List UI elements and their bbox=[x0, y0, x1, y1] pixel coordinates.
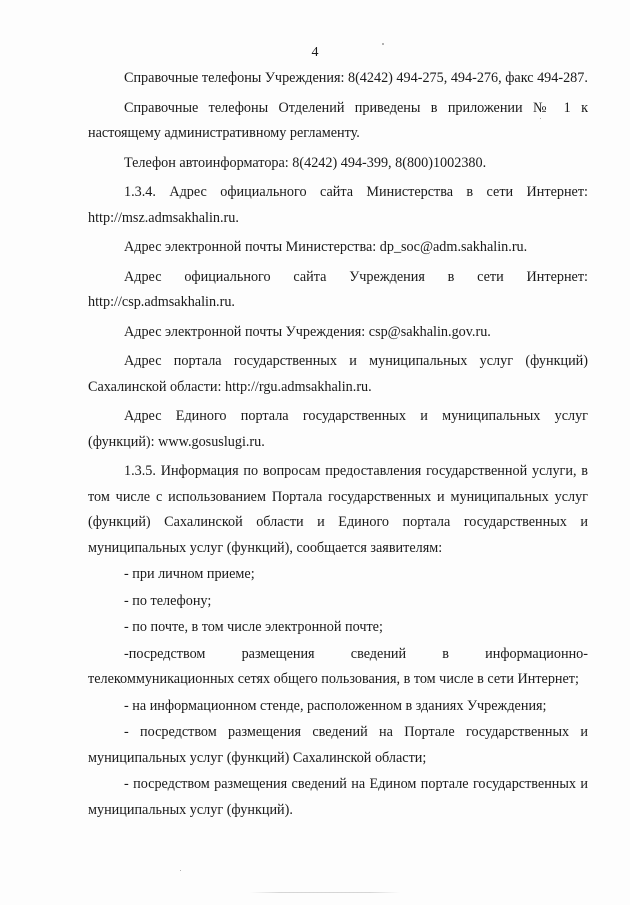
paragraph-institution-email: Адрес электронной почты Учреждения: csp@sakhalin.gov.ru. bbox=[124, 323, 491, 340]
scan-speck bbox=[540, 118, 541, 119]
paragraph-reference-phones: Справочные телефоны Учреждения: 8(4242) 494-275, 494-276, факс 494-287. bbox=[124, 70, 588, 86]
list-item-info-stand: - на информационном стенде, расположенном в зданиях Учреждения; bbox=[124, 697, 547, 714]
scan-speck bbox=[382, 43, 384, 45]
page-number: 4 bbox=[311, 45, 319, 60]
paragraph-department-phones: Справочные телефоны Отделений приведены в приложении № 1 к настоящему административному регламенту. bbox=[88, 99, 588, 141]
paragraph-institution-site: Адрес официального сайта Учреждения в сети Интернет: http://csp.admsakhalin.ru. bbox=[88, 268, 588, 310]
paragraph-unified-portal: Адрес Единого портала государственных и муниципальных услуг (функций): www.gosuslugi.ru. bbox=[88, 408, 588, 450]
list-item-personal-reception: - при личном приеме; bbox=[124, 566, 255, 582]
list-item-by-mail: - по почте, в том числе электронной почте; bbox=[124, 619, 383, 635]
list-item-regional-portal: - посредством размещения сведений на Портале государственных и муниципальных услуг (функций) Сахалинской области; bbox=[88, 724, 588, 766]
document-body bbox=[88, 66, 588, 823]
list-item-by-phone: - по телефону; bbox=[124, 592, 212, 609]
scan-speck bbox=[180, 870, 181, 871]
paragraph-information-ways: 1.3.5. Информация по вопросам предоставления государственной услуги, в том числе с использованием Портала государственных и муниципальных услуг (функций) Сахалинской области и Единого портала государственных и муниципальных услуг (функций), сообщается заявителям: bbox=[88, 463, 588, 556]
scan-edge-artifact bbox=[250, 892, 400, 893]
paragraph-autoinformer-phone: Телефон автоинформатора: 8(4242) 494-399, 8(800)1002380. bbox=[124, 154, 487, 171]
list-item-telecom-networks: -посредством размещения сведений в информационно-телекоммуникационных сетях общего пользования, в том числе в сети Интернет; bbox=[88, 645, 588, 687]
list-item-unified-portal: - посредством размещения сведений на Едином портале государственных и муниципальных услуг (функций). bbox=[88, 776, 588, 818]
paragraph-ministry-site: 1.3.4. Адрес официального сайта Министерства в сети Интернет: http://msz.admsakhalin.ru. bbox=[88, 184, 588, 226]
paragraph-ministry-email: Адрес электронной почты Министерства: dp_soc@adm.sakhalin.ru. bbox=[124, 239, 528, 255]
paragraph-regional-portal: Адрес портала государственных и муниципальных услуг (функций) Сахалинской области: http://rgu.admsakhalin.ru. bbox=[88, 353, 588, 395]
